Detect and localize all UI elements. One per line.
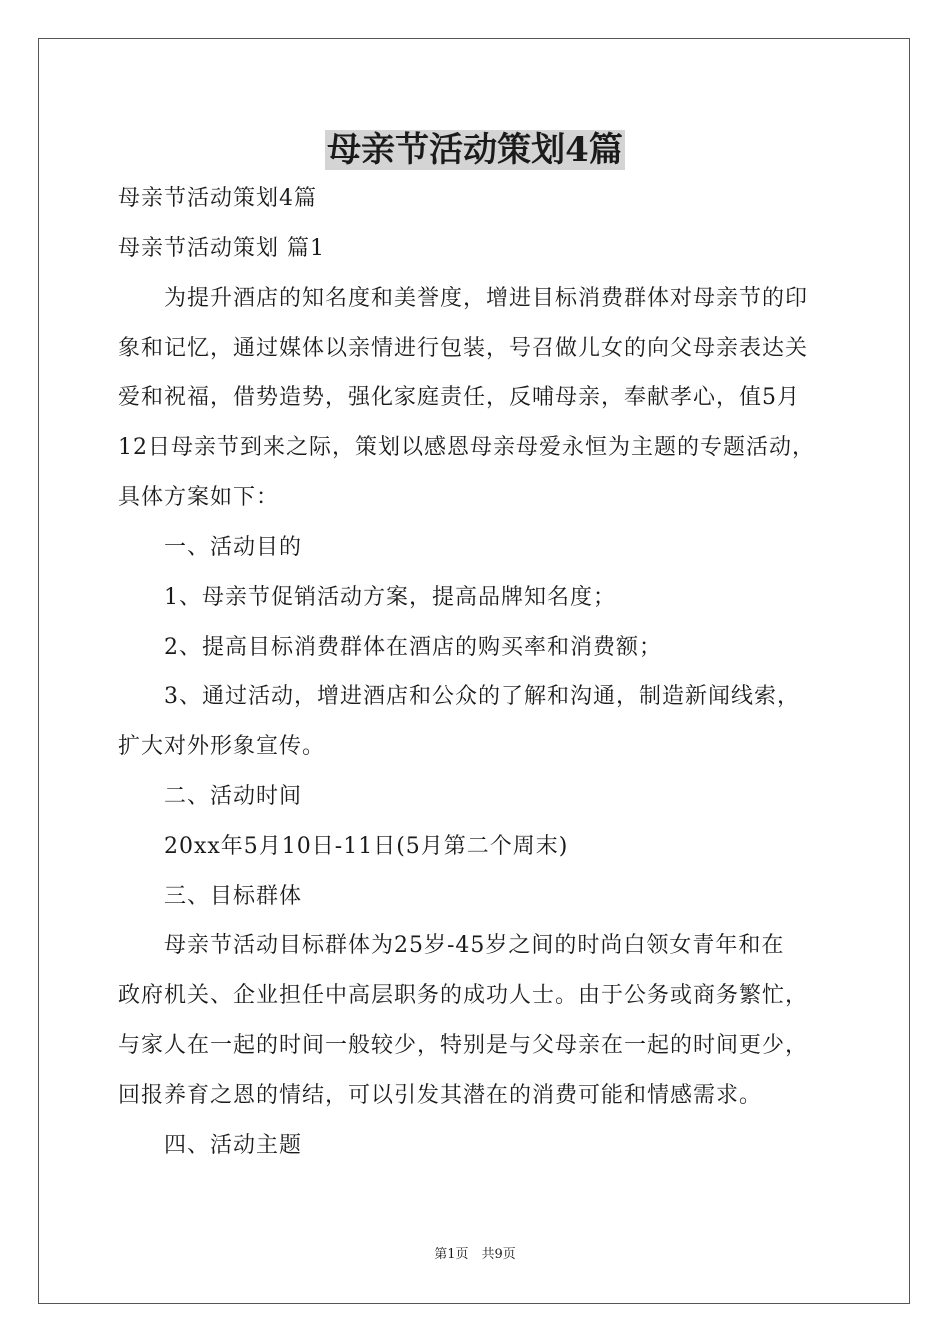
subtitle-line: 母亲节活动策划4篇 [118, 186, 317, 211]
document-title: 母亲节活动策划4篇 [327, 130, 623, 170]
list-item: 3、通过活动，增进酒店和公众的了解和沟通，制造新闻线索， [164, 684, 800, 709]
paragraph-line: 爱和祝福，借势造势，强化家庭责任，反哺母亲，奉献孝心，值5月 [118, 385, 800, 410]
heading-line: 二、活动时间 [164, 784, 303, 809]
paragraph-line: 与家人在一起的时间一般较少，特别是与父母亲在一起的时间更少， [118, 1033, 809, 1058]
paragraph-line: 具体方案如下： [118, 485, 280, 510]
paragraph-line: 12日母亲节到来之际，策划以感恩母亲母爱永恒为主题的专题活动， [118, 435, 815, 460]
paragraph-line: 为提升酒店的知名度和美誉度，增进目标消费群体对母亲节的印 [164, 286, 809, 311]
section-heading: 母亲节活动策划 篇1 [118, 236, 325, 261]
heading-line: 四、活动主题 [164, 1133, 303, 1158]
list-item: 2、提高目标消费群体在酒店的购买率和消费额； [164, 635, 662, 660]
paragraph-line: 政府机关、企业担任中高层职务的成功人士。由于公务或商务繁忙， [118, 983, 809, 1008]
heading-line: 三、目标群体 [164, 884, 303, 909]
heading-line: 一、活动目的 [164, 535, 303, 560]
list-item: 1、母亲节促销活动方案，提高品牌知名度； [164, 585, 616, 610]
paragraph-line: 母亲节活动目标群体为25岁-45岁之间的时尚白领女青年和在 [164, 933, 785, 958]
page-footer: 第1页 共9页 [434, 1247, 516, 1262]
paragraph-line: 象和记忆，通过媒体以亲情进行包装，号召做儿女的向父母亲表达关 [118, 336, 809, 361]
paragraph-line: 回报养育之恩的情结，可以引发其潜在的消费可能和情感需求。 [118, 1083, 763, 1108]
paragraph-line: 扩大对外形象宣传。 [118, 734, 326, 759]
paragraph-line: 20xx年5月10日-11日(5月第二个周末) [164, 834, 569, 859]
page-border [38, 38, 910, 1304]
